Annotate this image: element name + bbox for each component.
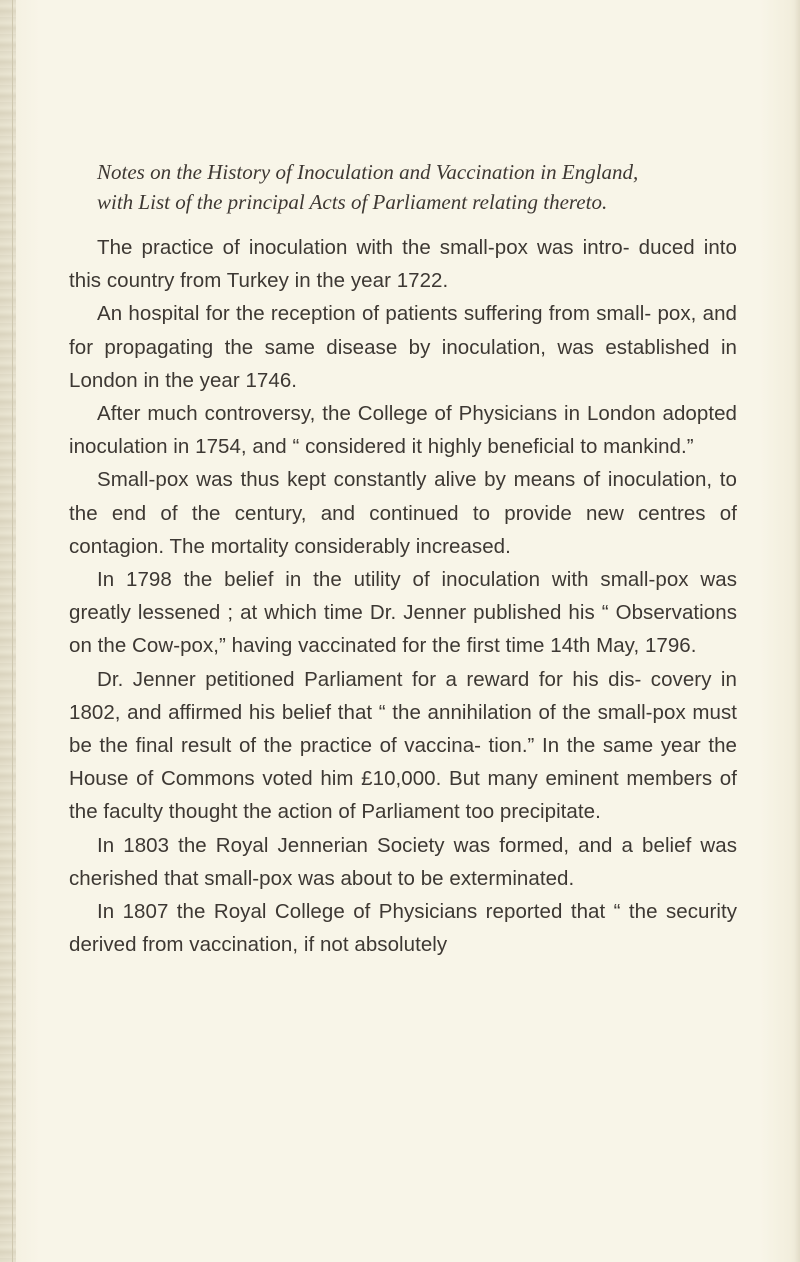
paragraph-3: After much controversy, the College of Physicians in London adopted inoculation in 1754, and “ considered it highly beneficial to mankind.” bbox=[69, 402, 737, 459]
title-line-1: Notes on the History of Inoculation and Vaccination in England, bbox=[97, 160, 639, 184]
paragraph-8: In 1807 the Royal College of Physicians reported that “ the security derived from vaccination, if not absolutely bbox=[69, 900, 737, 957]
paragraph-4: Small-pox was thus kept constantly alive by means of inoculation, to the end of the century, and continued to provide new centres of contagion. The mortality considerably increased. bbox=[69, 468, 737, 558]
document-title bbox=[69, 157, 737, 217]
document-body bbox=[69, 157, 737, 961]
paragraph-5: In 1798 the belief in the utility of inoculation with small-pox was greatly lessened ; at which time Dr. Jenner published his “ Observations on the Cow-pox,” having vaccinated for the first time 14th May, 1796. bbox=[69, 568, 737, 658]
book-binding-edge bbox=[0, 0, 16, 1262]
paragraph-2: An hospital for the reception of patients suffering from small- pox, and for propagating the same disease by inoculation, was established in London in the year 1746. bbox=[69, 302, 737, 392]
title-line-2: with List of the principal Acts of Parliament relating thereto. bbox=[97, 190, 608, 214]
paragraph-6: Dr. Jenner petitioned Parliament for a reward for his dis- covery in 1802, and affirmed his belief that “ the annihilation of the small-pox must be the final result of the practice of vaccina- tion.” In the same year the House of Commons voted him £10,000. But many eminent members of the faculty thought the action of Parliament too precipitate. bbox=[69, 667, 737, 824]
paragraph-1: The practice of inoculation with the small-pox was intro- duced into this country from Turkey in the year 1722. bbox=[69, 236, 737, 293]
page-right-edge bbox=[794, 0, 800, 1262]
binding-line bbox=[12, 0, 13, 1262]
paragraph-7: In 1803 the Royal Jennerian Society was formed, and a belief was cherished that small-pox was about to be exterminated. bbox=[69, 833, 737, 890]
